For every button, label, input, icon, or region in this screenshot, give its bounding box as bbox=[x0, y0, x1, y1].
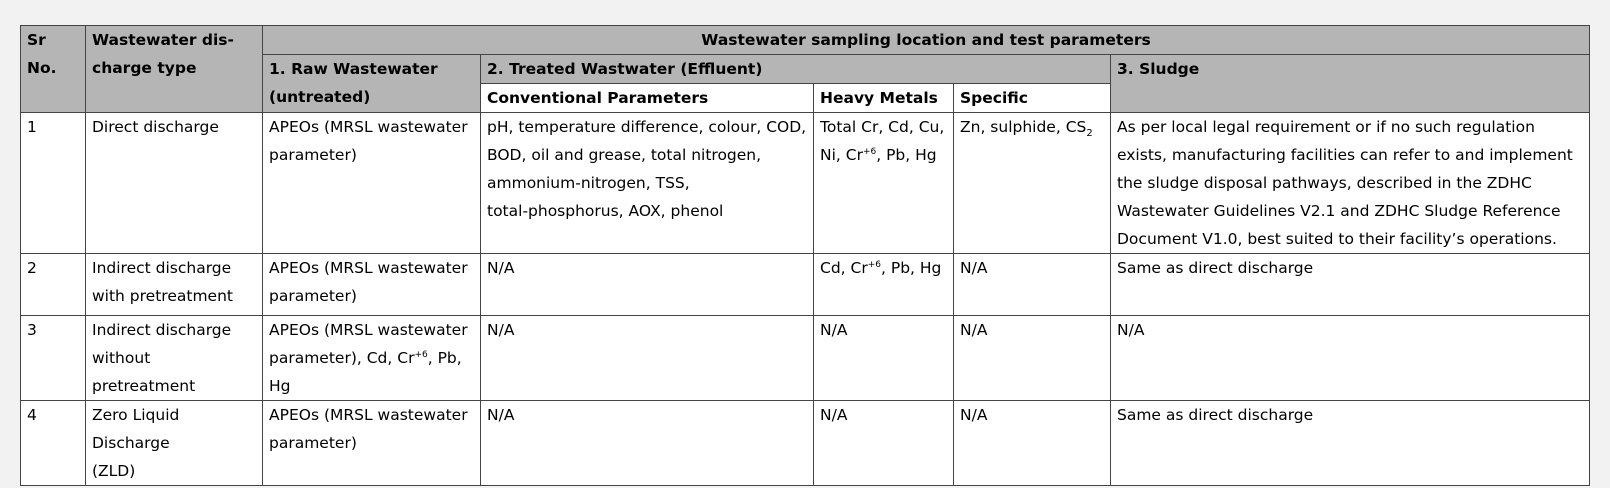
cell-discharge-type: Zero Liquid Discharge (ZLD) bbox=[86, 401, 263, 486]
cell-raw: APEOs (MRSL wastewater parameter) bbox=[263, 401, 481, 486]
cell-conventional: N/A bbox=[481, 401, 814, 486]
wastewater-parameters-table bbox=[20, 25, 1590, 486]
cell-specific: N/A bbox=[954, 254, 1111, 316]
header-sludge: 3. Sludge bbox=[1111, 55, 1590, 113]
cell-sr: 3 bbox=[21, 316, 86, 401]
cell-discharge-type: Direct discharge bbox=[86, 113, 263, 254]
header-heavy-metals: Heavy Metals bbox=[814, 84, 954, 113]
table-row bbox=[21, 254, 1590, 316]
header-raw-wastewater: 1. Raw Wastewater (untreated) bbox=[263, 55, 481, 113]
cell-conventional: N/A bbox=[481, 316, 814, 401]
cell-sludge: Same as direct discharge bbox=[1111, 401, 1590, 486]
cell-heavy-metals: N/A bbox=[814, 316, 954, 401]
cell-conventional: N/A bbox=[481, 254, 814, 316]
header-conventional-parameters: Conventional Parameters bbox=[481, 84, 814, 113]
cell-heavy-metals: Cd, $Cr^{+6}$, Pb, Hg bbox=[814, 254, 954, 316]
cell-specific: N/A bbox=[954, 316, 1111, 401]
cell-discharge-type: Indirect discharge with pretreatment bbox=[86, 254, 263, 316]
table-row bbox=[21, 316, 1590, 401]
header-specific: Specific bbox=[954, 84, 1111, 113]
cell-sr: 4 bbox=[21, 401, 86, 486]
table-row bbox=[21, 401, 1590, 486]
cell-raw: APEOs (MRSL wastewater parameter) bbox=[263, 113, 481, 254]
cell-specific: Zn, sulphide, $CS_2$ bbox=[954, 113, 1111, 254]
cell-sr: 1 bbox=[21, 113, 86, 254]
cell-raw: APEOs (MRSL wastewater parameter) bbox=[263, 254, 481, 316]
table-container bbox=[20, 25, 1590, 486]
cell-sludge: N/A bbox=[1111, 316, 1590, 401]
cell-sludge: As per local legal requirement or if no such regulation exists, manufacturing facilities can refer to and implement the sludge disposal pathways, described in the ZDHC Wastewater Guidelines V2.1 and ZDHC Sludge Reference Document V1.0, best suited to their facility’s operations. bbox=[1111, 113, 1590, 254]
cell-discharge-type: Indirect discharge without pretreatment bbox=[86, 316, 263, 401]
cell-specific: N/A bbox=[954, 401, 1111, 486]
cell-sr: 2 bbox=[21, 254, 86, 316]
cell-heavy-metals: N/A bbox=[814, 401, 954, 486]
cell-conventional: pH, temperature difference, colour, COD, BOD, oil and grease, total nitrogen, ammonium-nitrogen, TSS, total-phosphorus, AOX, phenol bbox=[481, 113, 814, 254]
cell-raw: APEOs (MRSL wastewater parameter), Cd, $Cr^{+6}$, Pb, Hg bbox=[263, 316, 481, 401]
header-sr-no: Sr No. bbox=[21, 26, 86, 113]
table-row bbox=[21, 113, 1590, 254]
cell-sludge: Same as direct discharge bbox=[1111, 254, 1590, 316]
header-treated-wastewater: 2. Treated Wastwater (Effluent) bbox=[481, 55, 1111, 84]
cell-heavy-metals: Total Cr, Cd, Cu, Ni, $Cr^{+6}$, Pb, Hg bbox=[814, 113, 954, 254]
header-discharge-type: Wastewater dis- charge type bbox=[86, 26, 263, 113]
header-group-title: Wastewater sampling location and test parameters bbox=[263, 26, 1590, 55]
